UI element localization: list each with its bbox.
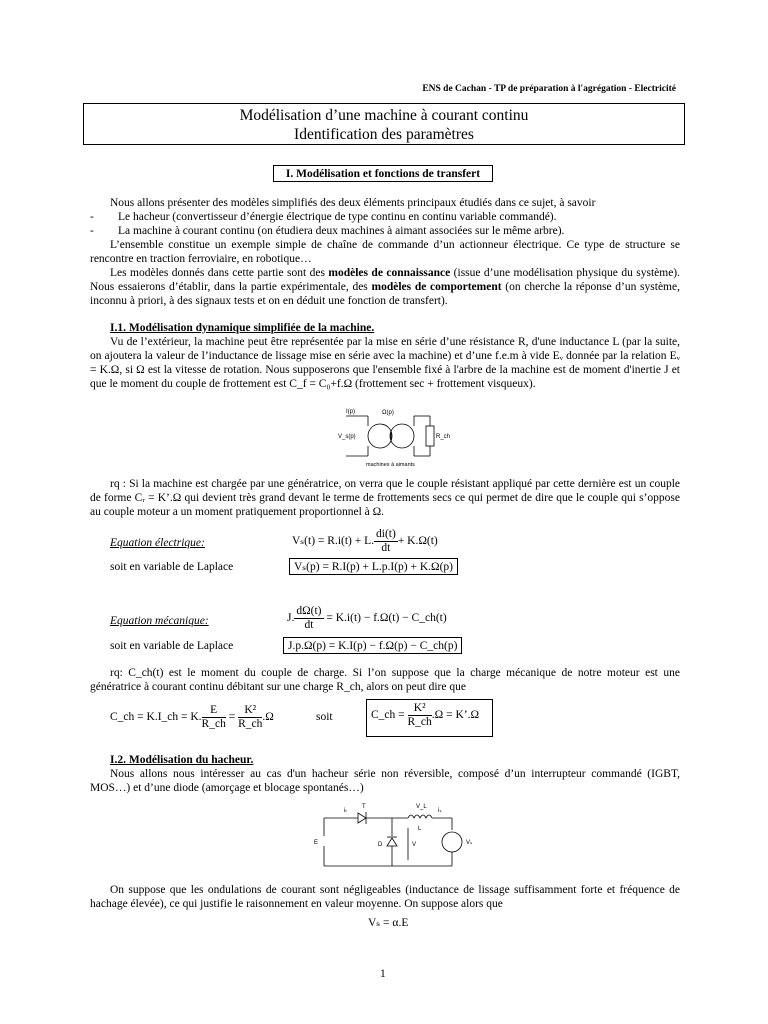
fig2-label-e: E xyxy=(314,840,319,846)
title-box xyxy=(83,103,685,145)
subsection-title-1-2: I.2. Modélisation du hacheur. xyxy=(110,754,254,766)
soit-word: soit xyxy=(316,711,333,723)
remark-2-text: rq: C_ch(t) est le moment du couple de charge. Si l’on suppose que la charge mécanique de notre moteur est une génératrice à courant continu débitant sur une charge R_ch, alors on peut dire que xyxy=(90,667,680,693)
fig2-label-it: iₜ xyxy=(344,808,348,814)
eq-mec: J. $\frac{d\Omega(t)}{dt}$ = K.i(t) − f.Ω(t) − C_ch(t) xyxy=(287,605,447,631)
remark-1-text: rq : Si la machine est chargée par une génératrice, on verra que le couple résistant appliqué par cette dernière est un couple de forme Cᵣ = K’.Ω qui devient très grand devant le terme de frottements secs ce qui permet de dire que le couple qui s’oppose au couple moteur a un moment pratiquement proportionnel à Ω. xyxy=(90,478,680,518)
title-line-1: Modélisation d’une machine à courant continu xyxy=(239,107,529,124)
fig-label-omega: Ω(p) xyxy=(382,410,394,416)
machine-diagram xyxy=(338,404,450,468)
fig2-label-vs: Vₛ xyxy=(466,840,473,846)
section-heading: I. Modélisation et fonctions de transfert xyxy=(273,165,493,182)
running-header: ENS de Cachan - TP de préparation à l'agrégation - Electricité xyxy=(422,84,676,94)
laplace-label-1: soit en variable de Laplace xyxy=(110,561,234,573)
title-line-2: Identification des paramètres xyxy=(294,126,474,143)
page-number: 1 xyxy=(380,968,386,980)
eq-elec-laplace: Vₛ(p) = R.I(p) + L.p.I(p) + K.Ω(p) xyxy=(289,558,458,575)
fig2-label-d: D xyxy=(378,842,383,848)
fig2-label-l: L xyxy=(418,826,422,832)
fig2-label-t: T xyxy=(362,804,366,810)
section-1-1 xyxy=(90,321,680,391)
laplace-label-2: soit en variable de Laplace xyxy=(110,640,234,652)
intro-paragraph-2: L’ensemble constitue un exemple simple de chaîne de commande d’un actionneur électrique. Ce type de structure se rencontre en traction ferroviaire, en robotique… xyxy=(90,239,680,265)
eq-mec-laplace: J.p.Ω(p) = K.I(p) − f.Ω(p) − C_ch(p) xyxy=(283,637,462,654)
fig-caption: machines à aimants xyxy=(366,462,415,468)
subsection-title-1-1: I.1. Modélisation dynamique simplifiée de la machine. xyxy=(110,322,375,334)
intro-paragraph-1: Nous allons présenter des modèles simplifiés des deux éléments principaux étudiés dans ce sujet, à savoir xyxy=(110,197,596,209)
chopper-diagram xyxy=(312,800,490,872)
hypothesis-text: On suppose que les ondulations de courant sont négligeables (inductance de lissage suffisamment forte et fréquence de hachage élevée), ce qui justifie le raisonnement en valeur moyenne. On suppose alors que xyxy=(90,884,680,910)
remark-1 xyxy=(90,477,680,519)
intro-paragraph-3: Les modèles donnés dans cette partie sont des modèles de connaissance (issue d’une modélisation physique du système). Nous essaierons d’établir, dans la partie expérimentale, des modèles de comportement (on cherche la réponse d’un système, inconnu à priori, à des signaux tests et on en déduit une fonction de transfert). xyxy=(90,267,681,307)
section-1-2 xyxy=(90,753,680,795)
fig-label-rch: R_ch xyxy=(436,434,450,440)
chopper-paragraph: Nous allons nous intéresser au cas d'un hacheur série non réversible, composé d’un interrupteur commandé (IGBT, MOS…) et d’une diode (amorçage et blocage spontanés…) xyxy=(90,768,680,794)
machine-paragraph: Vu de l’extérieur, la machine peut être représentée par la mise en série d’une résistance R, d'une inductance L (par la suite, on ajoutera la valeur de l’inductance de lissage mise en série avec la machine) et d’une f.e.m à vide Eᵥ donnée par la relation Eᵥ = K.Ω, si Ω est la vitesse de rotation. Nous supposerons que l'ensemble fixé à l'arbre de la machine est de moment d'inertie J et que le moment du couple de frottement est C_f = C₀+f.Ω (frottement sec + frottement visqueux). xyxy=(90,336,680,390)
intro-block xyxy=(90,196,680,308)
fig2-label-vl: V_L xyxy=(416,804,427,810)
eq-cch-2: C_ch = $\frac{\text{K²}}{R\_ch}$ .Ω = K’.Ω xyxy=(366,699,493,737)
eq-elec-label: Equation électrique: xyxy=(110,537,205,549)
fig-label-vs: V_s(p) xyxy=(338,434,356,440)
eq-mec-label: Equation mécanique: xyxy=(110,615,209,627)
fig-label-ip: I(p) xyxy=(346,409,355,415)
hypothesis xyxy=(90,883,680,911)
fig2-label-is: iₛ xyxy=(438,808,442,814)
fig2-label-v: V xyxy=(412,842,417,848)
bullet-1: - Le hacheur (convertisseur d’énergie électrique de type continu en continu variable commandé). xyxy=(90,211,557,223)
remark-2 xyxy=(90,666,680,694)
bullet-2: - La machine à courant continu (on étudiera deux machines à aimant associées sur le même arbre). xyxy=(90,225,565,237)
eq-cch-1: C_ch = K.I_ch = K. $\frac{E}{R\_ch}$ = $\frac{\text{K²}}{R\_ch}$ .Ω xyxy=(110,704,274,730)
eq-elec: Vₛ(t) = R.i(t) + L. $\frac{di(t)}{dt}$ + K.Ω(t) xyxy=(292,528,438,554)
eq-chopper: Vₛ = α.E xyxy=(368,917,409,929)
